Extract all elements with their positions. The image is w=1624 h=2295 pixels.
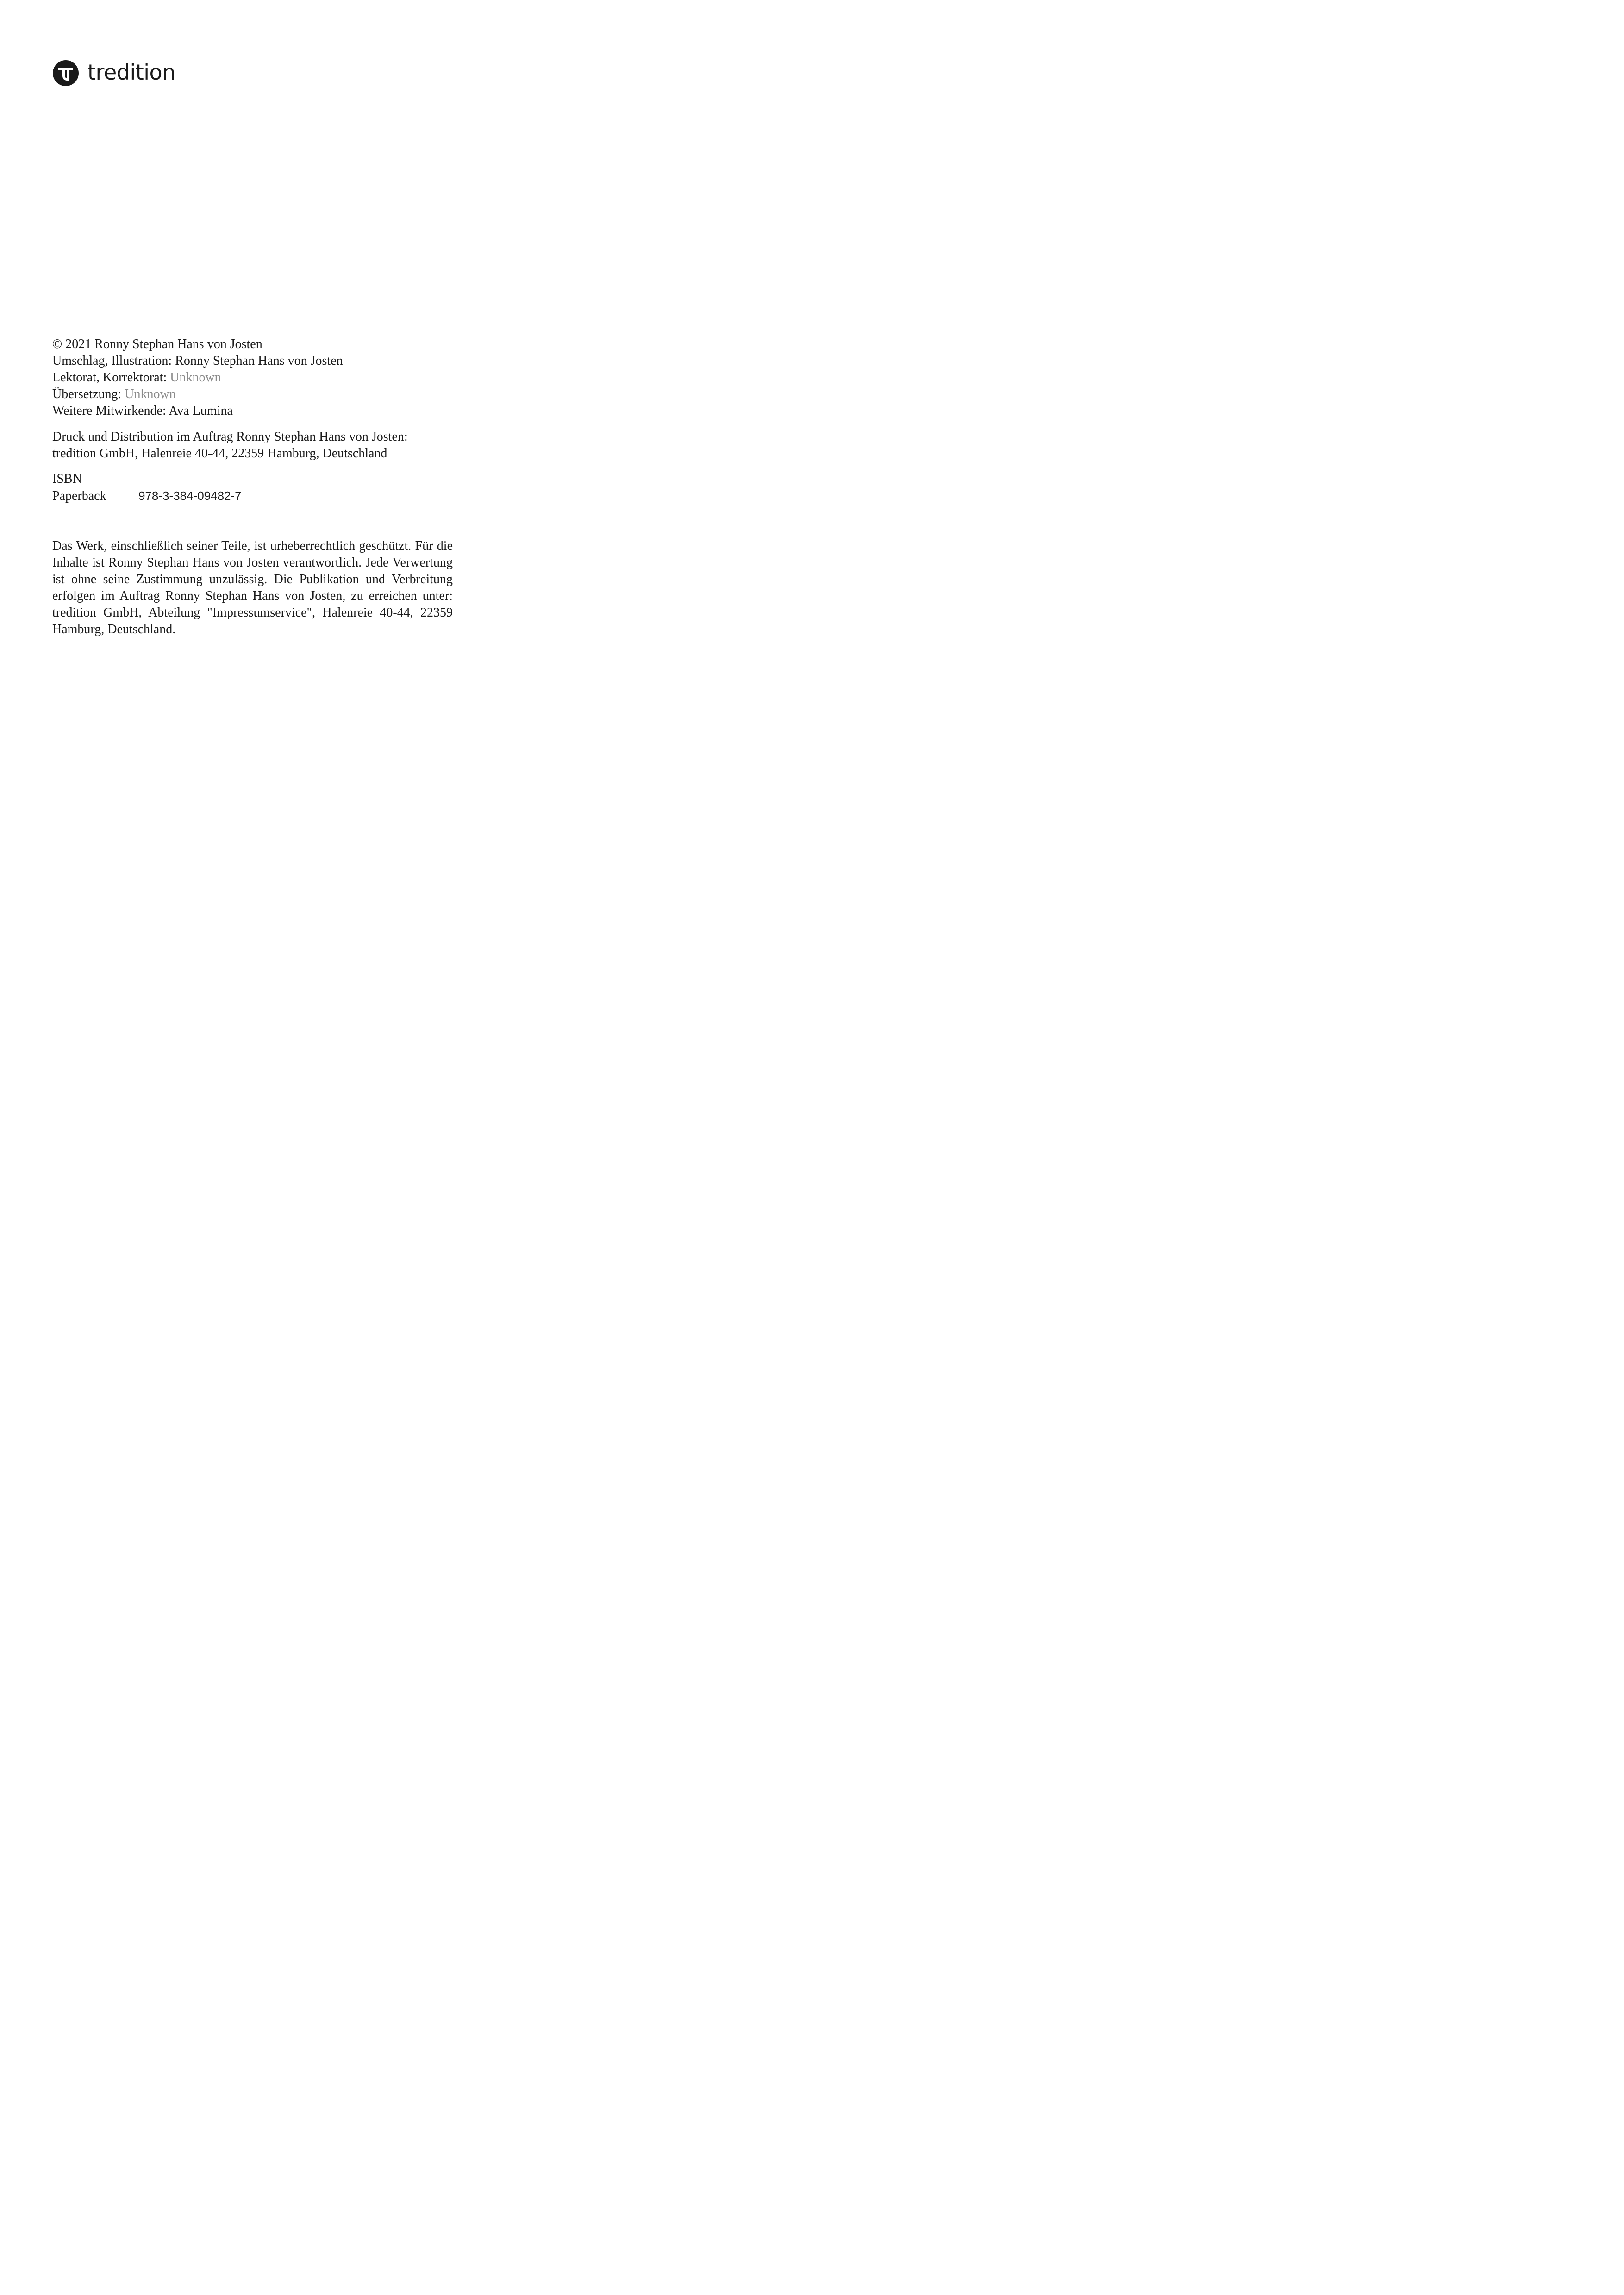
editing-credit-line [52,369,343,386]
print-distribution-block [52,429,408,462]
editing-credit-label: Lektorat, Korrektorat: [52,370,167,385]
tredition-logo-icon [52,60,79,87]
publisher-logo [52,60,175,87]
credits-block [52,336,343,419]
print-distribution-line-1: Druck und Distribution im Auftrag Ronny Stephan Hans von Josten: [52,430,408,444]
translation-credit-label: Übersetzung: [52,387,122,401]
contributors-credit-line [52,403,343,419]
cover-credit-value: Ronny Stephan Hans von Josten [175,354,343,368]
contributors-credit-value: Ava Lumina [169,404,233,418]
editing-credit-value: Unknown [170,370,221,385]
isbn-label: ISBN [52,472,82,486]
isbn-block [52,471,242,505]
cover-credit-line [52,353,343,369]
copyright-line: © 2021 Ronny Stephan Hans von Josten [52,337,262,351]
translation-credit-line [52,386,343,403]
legal-notice: Das Werk, einschließlich seiner Teile, ist urheberrechtlich geschützt. Für die Inhalte ist Ronny Stephan Hans von Josten verantwortlich. Jede Verwertung ist ohne seine Zustimmung unzulässig. Die Publikation und Verbreitung erfolgen im Auftrag Ronny Stephan Hans von Josten, zu erreichen unter: tredition GmbH, Abteilung "Impressumservice", Halenreie 40-44, 22359 Hamburg, Deutschland. [52,539,453,636]
isbn-row [52,487,242,505]
cover-credit-label: Umschlag, Illustration: [52,354,172,368]
contributors-credit-label: Weitere Mitwirkende: [52,404,166,418]
isbn-number: 978-3-384-09482-7 [138,489,242,503]
translation-credit-value: Unknown [125,387,176,401]
logo-wordmark: tredition [87,60,175,85]
isbn-format: Paperback [52,489,106,503]
print-distribution-line-2: tredition GmbH, Halenreie 40-44, 22359 Hamburg, Deutschland [52,446,387,461]
